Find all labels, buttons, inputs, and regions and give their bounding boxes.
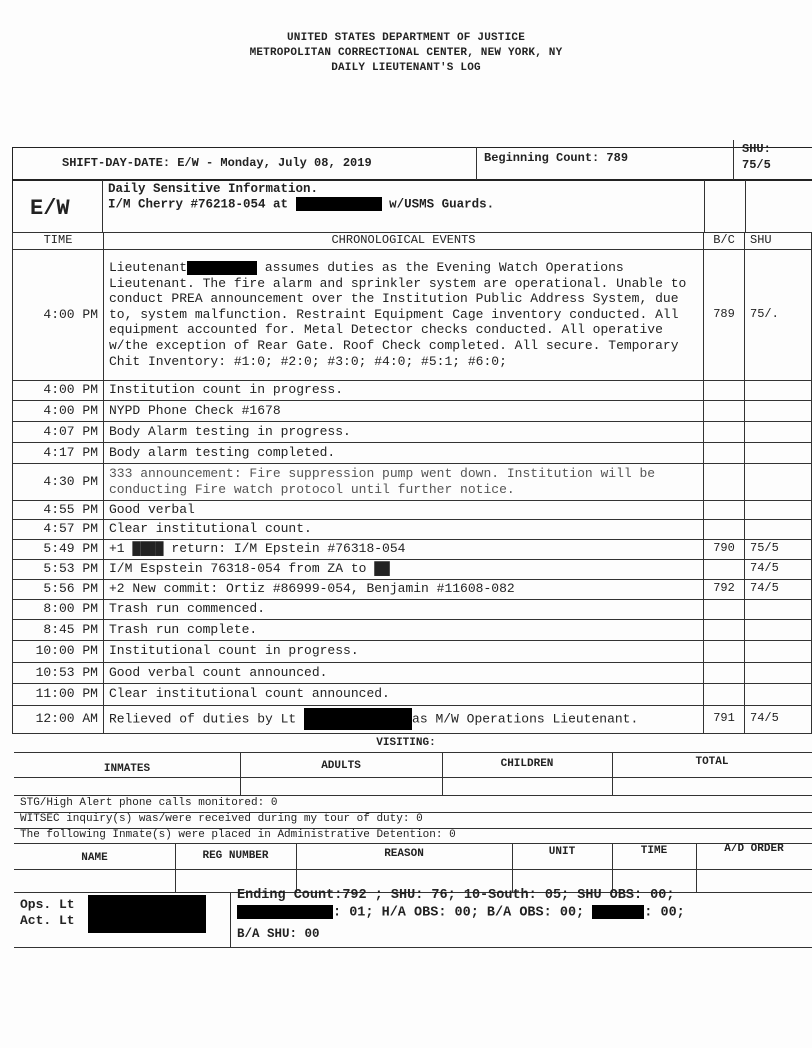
table-row (13, 442, 812, 463)
event-text: Institution count in progress. (104, 380, 704, 400)
event-time: 5:53 PM (13, 559, 104, 579)
event-text: Clear institutional count announced. (104, 683, 704, 705)
event-shu (745, 640, 812, 662)
event-time: 10:00 PM (13, 640, 104, 662)
event-time: 4:00 PM (13, 400, 104, 421)
table-row (13, 519, 812, 539)
col-shu: SHU (745, 233, 812, 250)
event-shu (745, 519, 812, 539)
event-bc (704, 662, 745, 683)
event-shu: 75/5 (745, 539, 812, 559)
header-title: DAILY LIEUTENANT'S LOG (331, 62, 481, 74)
col-bc: B/C (704, 233, 745, 250)
table-row (13, 640, 812, 662)
event-shu (745, 400, 812, 421)
event-bc: 791 (704, 705, 745, 733)
event-bc: 792 (704, 579, 745, 599)
col-events: CHRONOLOGICAL EVENTS (104, 233, 704, 250)
table-row (13, 400, 812, 421)
event-text: I/M Espstein 76318-054 from ZA to ██ (104, 559, 704, 579)
ad-reg-header: REG NUMBER (202, 850, 269, 862)
header-department: UNITED STATES DEPARTMENT OF JUSTICE (286, 32, 526, 44)
event-text: 333 announcement: Fire suppression pump went down. Institution will be conducting Fire watch protocol until further notice. (104, 463, 704, 500)
table-row (13, 619, 812, 640)
stg-calls: STG/High Alert phone calls monitored: 0 (20, 797, 278, 809)
event-text: Institutional count in progress. (104, 640, 704, 662)
table-row: 4:00 PM Lieutenant assumes duties as the Evening Watch Operations Lieutenant. The fire alarm and sprinkler system are operational. Unable to conduct PREA announcement over the Institution Public Address System, due to, system malfunction. Restraint Equipment Cage inventory conducted. All equipment accounted for. Metal Detector checks conducted. All operative w/the exception of Rear Gate. Roof Check completed. All secure. Temporary Chit Inventory: #1:0; #2:0; #3:0; #4:0; #5:1; #6:0; 789 75/. (13, 249, 812, 380)
shift-day-date: SHIFT-DAY-DATE: E/W - Monday, July 08, 2019 (62, 156, 372, 170)
table-row (13, 705, 812, 733)
beginning-count: Beginning Count: 789 (484, 151, 629, 165)
redaction (296, 197, 382, 211)
event-bc (704, 559, 745, 579)
table-row (13, 539, 812, 559)
event-shu (745, 380, 812, 400)
event-time: 12:00 AM (13, 705, 104, 733)
table-row (13, 463, 812, 500)
ad-reason-header: REASON (384, 848, 424, 860)
event-text: Good verbal (104, 500, 704, 519)
table-row (13, 421, 812, 442)
ops-lt-label: Ops. Lt (20, 897, 75, 912)
event-shu (745, 619, 812, 640)
event-bc (704, 619, 745, 640)
event-time: 4:07 PM (13, 421, 104, 442)
table-row (13, 599, 812, 619)
event-time: 11:00 PM (13, 683, 104, 705)
ad-unit-header: UNIT (548, 846, 576, 858)
ad-time-header: TIME (640, 845, 668, 857)
ending-count: Ending Count:792 ; SHU: 76; 10-South: 05; SHU OBS: 00; (237, 888, 675, 903)
witsec-inquiry: WITSEC inquiry(s) was/were received during my tour of duty: 0 (20, 813, 423, 825)
event-text: Trash run commenced. (104, 599, 704, 619)
visiting-total-header: TOTAL (695, 756, 729, 768)
event-text: Clear institutional count. (104, 519, 704, 539)
event-shu (745, 442, 812, 463)
event-time: 4:57 PM (13, 519, 104, 539)
table-row (13, 579, 812, 599)
event-text: Body Alarm testing in progress. (104, 421, 704, 442)
visiting-title: VISITING: (376, 737, 436, 749)
event-time: 4:00 PM (13, 380, 104, 400)
event-bc (704, 380, 745, 400)
event-bc (704, 442, 745, 463)
redaction (187, 261, 257, 275)
event-shu (745, 662, 812, 683)
event-bc (704, 500, 745, 519)
visiting-inmates-header: INMATES (103, 763, 151, 775)
table-row (13, 683, 812, 705)
col-time: TIME (13, 233, 104, 250)
event-text: Relieved of duties by Lt as M/W Operations Lieutenant. (104, 705, 704, 733)
event-time: 4:55 PM (13, 500, 104, 519)
shu-value: 75/5 (742, 158, 771, 172)
event-time: 5:56 PM (13, 579, 104, 599)
event-shu: 74/5 (745, 559, 812, 579)
sensitive-line: I/M Cherry #76218-054 at w/USMS Guards. (108, 197, 495, 212)
event-shu: 74/5 (745, 579, 812, 599)
event-shu: 74/5 (745, 705, 812, 733)
shift-code: E/W (30, 196, 70, 221)
ending-count-line2: : 01; H/A OBS: 00; B/A OBS: 00; : 00; (237, 905, 685, 921)
event-bc (704, 519, 745, 539)
event-text: +2 New commit: Ortiz #86999-054, Benjamin #11608-082 (104, 579, 704, 599)
redaction (592, 905, 644, 919)
redaction (237, 905, 333, 919)
event-bc: 790 (704, 539, 745, 559)
event-time: 4:17 PM (13, 442, 104, 463)
event-time: 8:45 PM (13, 619, 104, 640)
ba-shu: B/A SHU: 00 (237, 927, 320, 941)
sensitive-title: Daily Sensitive Information. (108, 182, 319, 196)
event-time: 5:49 PM (13, 539, 104, 559)
table-row (13, 662, 812, 683)
visiting-children-header: CHILDREN (500, 758, 554, 770)
redaction (88, 895, 206, 933)
admin-detention: The following Inmate(s) were placed in Administrative Detention: 0 (20, 829, 456, 841)
event-text: NYPD Phone Check #1678 (104, 400, 704, 421)
ad-order-header: A/D ORDER (724, 843, 784, 855)
event-text: Body alarm testing completed. (104, 442, 704, 463)
event-shu (745, 683, 812, 705)
event-bc (704, 599, 745, 619)
table-row (13, 380, 812, 400)
redaction (304, 708, 412, 730)
event-bc (704, 640, 745, 662)
event-bc (704, 421, 745, 442)
event-text: Trash run complete. (104, 619, 704, 640)
table-row (13, 500, 812, 519)
event-time: 8:00 PM (13, 599, 104, 619)
event-time: 4:30 PM (13, 463, 104, 500)
visiting-adults-header: ADULTS (321, 760, 361, 772)
event-bc (704, 683, 745, 705)
shu-label: SHU: (742, 142, 771, 156)
table-row (13, 559, 812, 579)
event-time: 10:53 PM (13, 662, 104, 683)
chronological-events-table (12, 232, 812, 734)
event-shu (745, 599, 812, 619)
act-lt-label: Act. Lt (20, 913, 75, 928)
event-text: +1 ████ return: I/M Epstein #76318-054 (104, 539, 704, 559)
event-text: Good verbal count announced. (104, 662, 704, 683)
event-shu (745, 421, 812, 442)
event-shu (745, 463, 812, 500)
event-bc (704, 400, 745, 421)
header-facility: METROPOLITAN CORRECTIONAL CENTER, NEW YORK, NY (249, 47, 563, 59)
ad-name-header: NAME (81, 852, 108, 864)
event-bc (704, 463, 745, 500)
event-shu (745, 500, 812, 519)
